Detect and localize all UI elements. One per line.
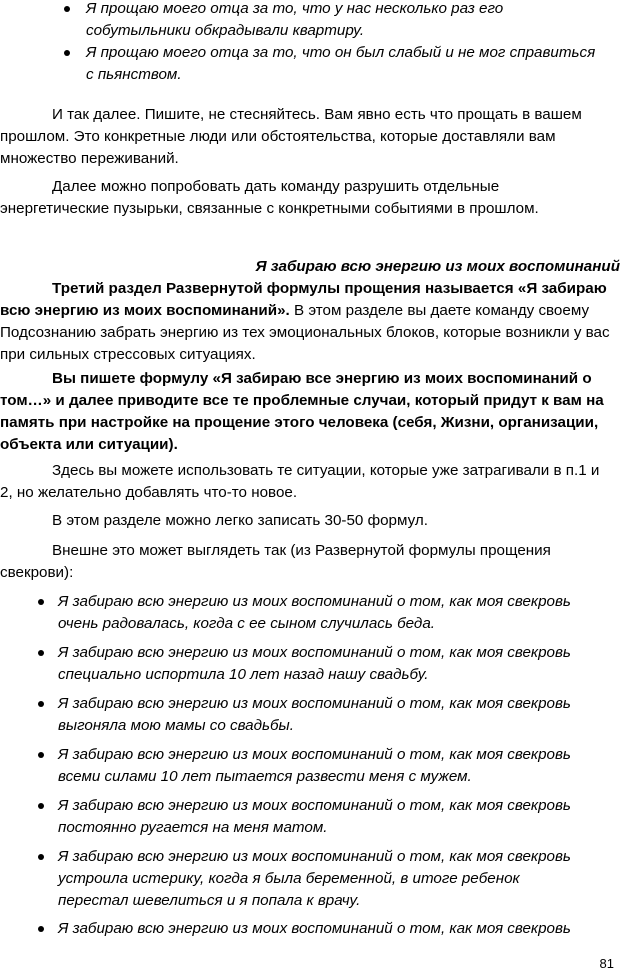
section-heading: Я забираю всю энергию из моих воспоминаний: [255, 258, 620, 275]
list-item: Я забираю всю энергию из моих воспоминаний о том, как моя свекровь постоянно ругается на меня матом.: [58, 797, 571, 836]
paragraph: Далее можно попробовать дать команду разрушить отдельные энергетические пузырьки, связанные с конкретными событиями в прошлом.: [0, 178, 539, 217]
paragraph: И так далее. Пишите, не стесняйтесь. Вам явно есть что прощать в вашем прошлом. Это конкретные люди или обстоятельства, которые доставляли вам множество переживаний.: [0, 106, 582, 167]
bullet-dot: [38, 752, 44, 758]
bullet-dot: [38, 701, 44, 707]
list-item: Я забираю всю энергию из моих воспоминаний о том, как моя свекровь: [58, 920, 571, 937]
paragraph-bold: Третий раздел Развернутой формулы прощения называется «Я забираю всю энергию из моих воспоминаний».: [0, 280, 607, 319]
page-number: 81: [599, 956, 614, 971]
paragraph: Внешне это может выглядеть так (из Развернутой формулы прощения свекрови):: [0, 542, 551, 581]
list-item: Я забираю всю энергию из моих воспоминаний о том, как моя свекровь всеми силами 10 лет пытается развести меня с мужем.: [58, 746, 571, 785]
list-item: Я прощаю моего отца за то, что у нас несколько раз его собутыльники обкрадывали квартиру.: [86, 0, 504, 39]
list-item: Я забираю всю энергию из моих воспоминаний о том, как моя свекровь устроила истерику, когда я была беременной, в итоге ребенок перестал шевелиться и я попала к врачу.: [58, 848, 571, 909]
bullet-dot: [38, 803, 44, 809]
paragraph: [0, 278, 612, 366]
bullet-dot: [38, 599, 44, 605]
bullet-dot: [38, 854, 44, 860]
bullet-dot: [38, 650, 44, 656]
paragraph: В этом разделе можно легко записать 30-50 формул.: [52, 512, 428, 529]
paragraph-text: В этом разделе вы даете команду своему Подсознанию забрать энергию из тех эмоциональных блоков, которые возникли у вас при сильных стрессовых ситуациях.: [0, 302, 610, 363]
bullet-dot: [64, 6, 70, 12]
paragraph: Здесь вы можете использовать те ситуации, которые уже затрагивали в п.1 и 2, но желательно добавлять что-то новое.: [0, 462, 600, 501]
list-item: Я забираю всю энергию из моих воспоминаний о том, как моя свекровь выгоняла мою мамы со свадьбы.: [58, 695, 571, 734]
list-item: Я прощаю моего отца за то, что он был слабый и не мог справиться с пьянством.: [86, 44, 596, 83]
bullet-dot: [38, 926, 44, 932]
list-item: Я забираю всю энергию из моих воспоминаний о том, как моя свекровь специально испортила 10 лет назад нашу свадьбу.: [58, 644, 571, 683]
list-item: Я забираю всю энергию из моих воспоминаний о том, как моя свекровь очень радовалась, когда с ее сыном случилась беда.: [58, 593, 571, 632]
bullet-dot: [64, 50, 70, 56]
paragraph: Вы пишете формулу «Я забираю все энергию из моих воспоминаний о том…» и далее приводите все те проблемные случаи, который придут к вам на память при настройке на прощение этого человека (себя, Жизни, организации, объекта или ситуации).: [0, 370, 604, 453]
